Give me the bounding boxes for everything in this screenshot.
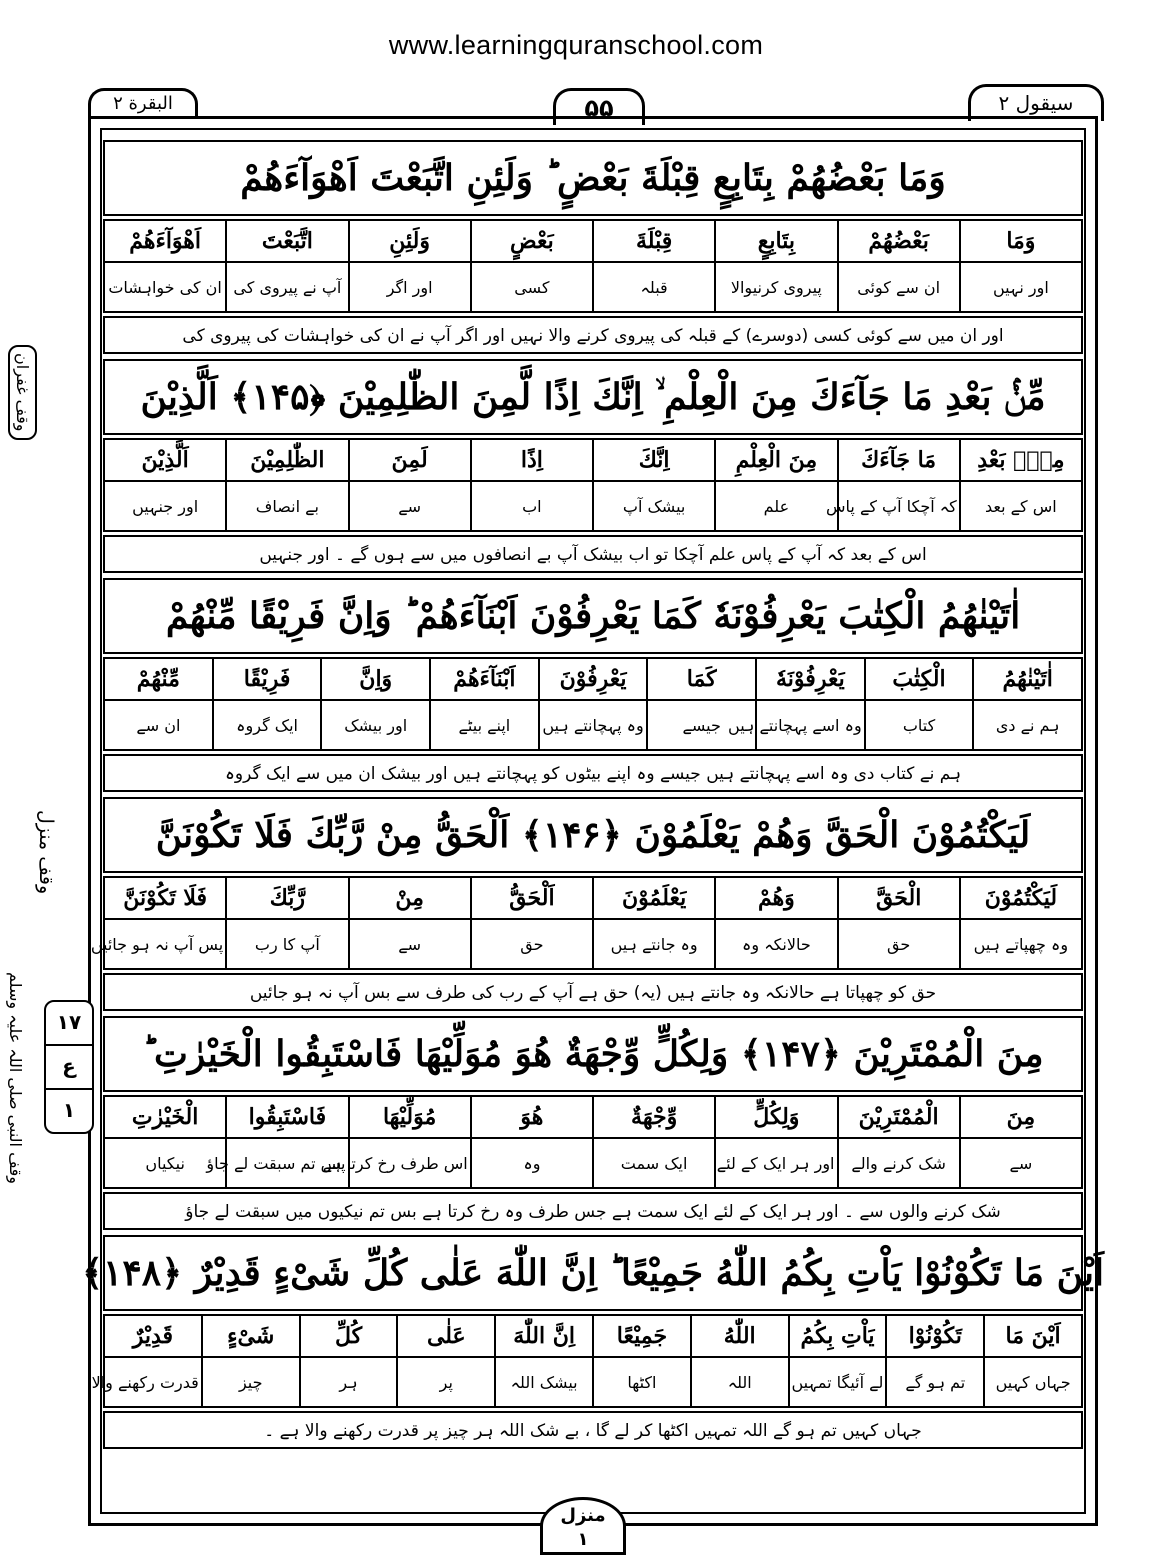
meaning-cell: سے — [960, 1138, 1082, 1188]
word-cell: يَعْرِفُوْنَ — [539, 658, 648, 700]
word-cell: اٰتَيْنٰهُمُ — [973, 658, 1082, 700]
meaning-cell: سے — [349, 481, 471, 531]
word-cell: اِذًا — [471, 439, 593, 481]
meaning-cell: شک کرنے والے — [838, 1138, 960, 1188]
meaning-row — [104, 481, 1082, 531]
meaning-cell: حق — [471, 919, 593, 969]
verse-block — [103, 578, 1083, 792]
verse-block — [103, 359, 1083, 573]
word-cell: فَاسْتَبِقُوا — [226, 1096, 348, 1138]
meaning-row — [104, 919, 1082, 969]
word-cell: اَلَّذِيْنَ — [104, 439, 226, 481]
verse-arabic: اَيْنَ مَا تَكُوْنُوْا يَاْتِ بِكُمُ اللّٰهُ جَمِيْعًا ؕ اِنَّ اللّٰهَ عَلٰى كُلِّ شَىْءٍ قَدِيْرٌ ﴿۱۴۸﴾ — [103, 1235, 1083, 1311]
word-grid — [103, 219, 1083, 313]
word-cell: مُوَلِّيْهَا — [349, 1096, 471, 1138]
word-cell: الْخَيْرٰتِ — [104, 1096, 226, 1138]
word-cell: اتَّبَعْتَ — [226, 220, 348, 262]
verse-block — [103, 1016, 1083, 1230]
verse-arabic: وَمَا بَعْضُهُمْ بِتَابِعٍ قِبْلَةَ بَعْضٍ ؕ وَلَئِنِ اتَّبَعْتَ اَهْوَآءَهُمْ — [103, 140, 1083, 216]
meaning-row — [104, 700, 1082, 750]
verse-translation: اس کے بعد کہ آپ کے پاس علم آچکا تو اب بیشک آپ بے انصافوں میں سے ہوں گے ۔ اور جنہیں — [103, 535, 1083, 573]
word-grid — [91, 1314, 1083, 1408]
site-url[interactable]: www.learningquranschool.com — [388, 30, 764, 60]
meaning-cell: وہ اسے پہچانتے ہیں — [756, 700, 865, 750]
manzil-number: ۱ — [577, 1529, 589, 1550]
meaning-cell: اس کے بعد — [960, 481, 1082, 531]
meaning-cell: نیکیاں — [104, 1138, 226, 1188]
word-cell: قِبْلَةَ — [593, 220, 715, 262]
word-row — [104, 439, 1082, 481]
meaning-cell: پیروی کرنیوالا — [715, 262, 837, 312]
meaning-cell: بیشک اللہ — [495, 1357, 593, 1407]
word-cell: اَلْحَقُّ — [471, 877, 593, 919]
verse-arabic: مِّنْۢ بَعْدِ مَا جَآءَكَ مِنَ الْعِلْمِ ۙ اِنَّكَ اِذًا لَّمِنَ الظّٰلِمِيْنَ ﴿۱۴۵﴾ اَلَّذِيْنَ — [103, 359, 1083, 435]
meaning-cell: حالانکہ وہ — [715, 919, 837, 969]
meaning-cell: اور جنہیں — [104, 481, 226, 531]
meaning-cell: جہاں کہیں — [984, 1357, 1082, 1407]
meaning-cell: اور بیشک — [321, 700, 430, 750]
meaning-cell: ہم نے دی — [973, 700, 1082, 750]
margin-note-top: وقف غفران — [8, 345, 37, 440]
meaning-cell: چیز — [202, 1357, 300, 1407]
meaning-cell: بے انصاف — [226, 481, 348, 531]
word-cell: مِنْ — [349, 877, 471, 919]
meaning-cell: آپ نے پیروی کی — [226, 262, 348, 312]
word-cell: وَاِنَّ — [321, 658, 430, 700]
ruku-top: ۱۷ — [46, 1002, 92, 1046]
meaning-cell: وہ جانتے ہیں — [593, 919, 715, 969]
meaning-cell: ہر — [300, 1357, 398, 1407]
word-cell: مِنْۢ بَعْدِ — [960, 439, 1082, 481]
meaning-cell: اس طرف رخ کرتا ہے — [349, 1138, 471, 1188]
verse-block — [90, 797, 1083, 1011]
page-number: ۵۵ — [553, 88, 645, 125]
meaning-cell: سے — [349, 919, 471, 969]
word-cell: اَبْنَآءَهُمْ — [430, 658, 539, 700]
word-grid — [103, 1095, 1083, 1189]
meaning-cell: اور نہیں — [960, 262, 1082, 312]
meaning-row — [104, 1138, 1082, 1188]
verse-translation: حق کو چھپاتا ہے حالانکہ وہ جانتے ہیں (یہ) حق ہے آپ کے رب کی طرف سے بس آپ نہ ہو جائیں — [103, 973, 1083, 1011]
word-cell: مَا جَآءَكَ — [838, 439, 960, 481]
ruku-bottom: ۱ — [62, 1098, 76, 1122]
word-cell: بِتَابِعٍ — [715, 220, 837, 262]
meaning-cell: جیسے — [647, 700, 756, 750]
word-grid — [90, 876, 1083, 970]
meaning-cell: اور ہر ایک کے لئے — [715, 1138, 837, 1188]
word-cell: كُلِّ — [300, 1315, 398, 1357]
meaning-cell: ایک گروہ — [213, 700, 322, 750]
word-cell: وَهُمْ — [715, 877, 837, 919]
word-cell: لَمِنَ — [349, 439, 471, 481]
word-cell: اَيْنَ مَا — [984, 1315, 1082, 1357]
meaning-cell: کسی — [471, 262, 593, 312]
word-cell: وِّجْهَةٌ — [593, 1096, 715, 1138]
word-cell: اللّٰهُ — [691, 1315, 789, 1357]
word-cell: فَلَا تَكُوْنَنَّ — [104, 877, 226, 919]
meaning-cell: اور اگر — [349, 262, 471, 312]
word-cell: رَّبِّكَ — [226, 877, 348, 919]
meaning-cell: بیشک آپ — [593, 481, 715, 531]
word-cell: شَىْءٍ — [202, 1315, 300, 1357]
meaning-row — [104, 262, 1082, 312]
word-cell: اِنَّ اللّٰهَ — [495, 1315, 593, 1357]
verse-content — [81, 140, 1105, 1454]
meaning-cell: آپ کا رب — [226, 919, 348, 969]
word-cell: قَدِيْرٌ — [104, 1315, 202, 1357]
word-cell: مِنَ الْعِلْمِ — [715, 439, 837, 481]
word-cell: الْكِتٰبَ — [865, 658, 974, 700]
meaning-cell: ان کی خواہشات — [104, 262, 226, 312]
word-cell: يَعْرِفُوْنَهٗ — [756, 658, 865, 700]
word-cell: عَلٰى — [397, 1315, 495, 1357]
word-row — [104, 1096, 1082, 1138]
word-cell: جَمِيْعًا — [593, 1315, 691, 1357]
verse-block — [103, 140, 1083, 354]
word-cell: بَعْضُهُمْ — [838, 220, 960, 262]
margin-note-middle: وقف منزل — [35, 810, 57, 895]
word-row — [104, 877, 1082, 919]
verse-arabic: لَيَكْتُمُوْنَ الْحَقَّ وَهُمْ يَعْلَمُوْنَ ﴿۱۴۶﴾ اَلْحَقُّ مِنْ رَّبِّكَ فَلَا تَكُوْنَنَّ — [103, 797, 1083, 873]
word-cell: لَيَكْتُمُوْنَ — [960, 877, 1082, 919]
ruku-symbol: ع — [46, 1046, 92, 1090]
word-cell: كَمَا — [647, 658, 756, 700]
word-cell: فَرِيْقًا — [213, 658, 322, 700]
word-cell: اِنَّكَ — [593, 439, 715, 481]
verse-arabic: مِنَ الْمُمْتَرِيْنَ ﴿۱۴۷﴾ وَلِكُلٍّ وِّجْهَةٌ هُوَ مُوَلِّيْهَا فَاسْتَبِقُوا الْخَيْرٰتِ ؕ — [103, 1016, 1083, 1092]
meaning-cell: اللہ — [691, 1357, 789, 1407]
meaning-cell: وہ چھپاتے ہیں — [960, 919, 1082, 969]
meaning-row — [104, 1357, 1082, 1407]
meaning-cell: ان سے — [104, 700, 213, 750]
meaning-cell: حق — [838, 919, 960, 969]
verse-block — [81, 1235, 1105, 1449]
meaning-cell: اکٹھا — [593, 1357, 691, 1407]
meaning-cell: اب — [471, 481, 593, 531]
word-cell: مِنَ — [960, 1096, 1082, 1138]
verse-arabic: اٰتَيْنٰهُمُ الْكِتٰبَ يَعْرِفُوْنَهٗ كَمَا يَعْرِفُوْنَ اَبْنَآءَهُمْ ؕ وَاِنَّ فَرِيْقًا مِّنْهُمْ — [103, 578, 1083, 654]
meaning-cell: پس تم سبقت لے جاؤ — [226, 1138, 348, 1188]
surah-label: البقرة ٢ — [88, 88, 198, 119]
word-cell: الْحَقَّ — [838, 877, 960, 919]
word-cell: وَمَا — [960, 220, 1082, 262]
meaning-cell: علم — [715, 481, 837, 531]
para-label: سیقول ۲ — [968, 84, 1104, 121]
meaning-cell: کہ آچکا آپ کے پاس — [838, 481, 960, 531]
margin-note-bottom: وقف النبی صلی اللہ علیہ وسلم — [6, 972, 25, 1185]
word-cell: وَلَئِنِ — [349, 220, 471, 262]
word-grid — [103, 438, 1083, 532]
meaning-cell: تم ہو گے — [886, 1357, 984, 1407]
word-row — [104, 220, 1082, 262]
meaning-cell: لے آئیگا تمہیں — [789, 1357, 887, 1407]
meaning-cell: قدرت رکھنے والا — [104, 1357, 202, 1407]
verse-translation: اور ان میں سے کوئی کسی (دوسرے) کے قبلہ کی پیروی کرنے والا نہیں اور اگر آپ نے ان کی خواہشات کی پیروی کی — [103, 316, 1083, 354]
meaning-cell: کتاب — [865, 700, 974, 750]
word-cell: وَلِكُلٍّ — [715, 1096, 837, 1138]
meaning-cell: وہ — [471, 1138, 593, 1188]
meaning-cell: اپنے بیٹے — [430, 700, 539, 750]
manzil-marker — [540, 1497, 626, 1555]
meaning-cell: پس آپ نہ ہو جائیں — [104, 919, 226, 969]
word-cell: مِّنْهُمْ — [104, 658, 213, 700]
word-cell: يَاْتِ بِكُمُ — [789, 1315, 887, 1357]
manzil-label: منزل — [560, 1505, 606, 1526]
word-cell: بَعْضٍ — [471, 220, 593, 262]
meaning-cell: ایک سمت — [593, 1138, 715, 1188]
word-cell: اَهْوَآءَهُمْ — [104, 220, 226, 262]
verse-translation: ہم نے کتاب دی وہ اسے پہچانتے ہیں جیسے وہ اپنے بیٹوں کو پہچانتے ہیں اور بیشک ان میں سے ایک گروہ — [103, 754, 1083, 792]
word-cell: يَعْلَمُوْنَ — [593, 877, 715, 919]
meaning-cell: پر — [397, 1357, 495, 1407]
word-row — [104, 658, 1082, 700]
word-cell: الْمُمْتَرِيْنَ — [838, 1096, 960, 1138]
ruku-marker — [44, 1000, 94, 1134]
word-cell: الظّٰلِمِيْنَ — [226, 439, 348, 481]
verse-translation: شک کرنے والوں سے ۔ اور ہر ایک کے لئے ایک سمت ہے جس طرف وہ رخ کرتا ہے بس تم نیکیوں میں سبقت لے جاؤ — [103, 1192, 1083, 1230]
word-cell: هُوَ — [471, 1096, 593, 1138]
word-cell: تَكُوْنُوْا — [886, 1315, 984, 1357]
meaning-cell: قبلہ — [593, 262, 715, 312]
word-row — [104, 1315, 1082, 1357]
meaning-cell: وہ پہچانتے ہیں — [539, 700, 648, 750]
meaning-cell: ان سے کوئی — [838, 262, 960, 312]
word-grid — [103, 657, 1083, 751]
verse-translation: جہاں کہیں تم ہو گے اللہ تمہیں اکٹھا کر لے گا ، بے شک اللہ ہر چیز پر قدرت رکھنے والا ہے ۔ — [103, 1411, 1083, 1449]
